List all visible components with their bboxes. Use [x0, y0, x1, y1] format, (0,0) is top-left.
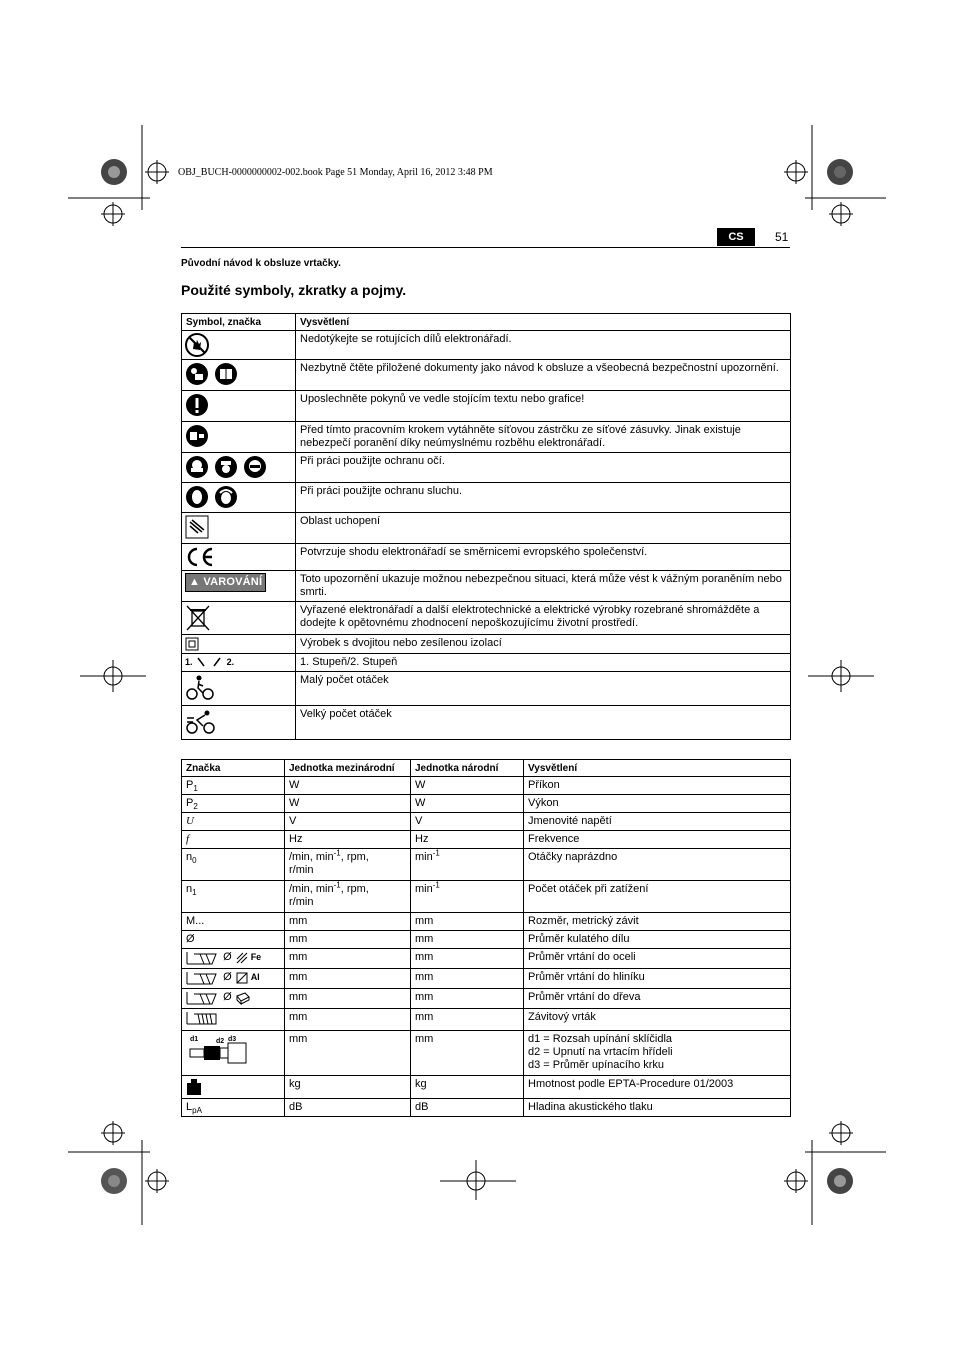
column-header: Značka	[182, 760, 285, 777]
chuck-dimensions-icon: d1 d2 d3	[186, 1033, 250, 1067]
grip-area-icon	[185, 515, 209, 539]
drill-bit-icon	[186, 991, 218, 1005]
row-explanation: Nezbytně čtěte přiložené dokumenty jako návod k obsluze a všeobecná bezpečnostní upozornění.	[296, 360, 791, 391]
unit-international: mm	[285, 1031, 411, 1076]
row-explanation: Velký počet otáček	[296, 706, 791, 740]
unit-explanation: d1 = Rozsah upínání sklíčidla d2 = Upnutí na vrtacím hřídeli d3 = Průměr upínacího krku	[524, 1031, 791, 1076]
safety-glasses-icon	[243, 455, 267, 479]
row-explanation: Výrobek s dvojitou nebo zesílenou izolací	[296, 635, 791, 654]
table-row	[182, 483, 791, 513]
row-explanation: Při práci použijte ochranu očí.	[296, 453, 791, 483]
page-number: 51	[775, 230, 789, 244]
table-row	[182, 1076, 791, 1099]
unit-explanation: Výkon	[524, 795, 791, 813]
gear-stage-icon	[196, 656, 222, 668]
drill-bit-icon	[186, 971, 218, 985]
table-header-row	[182, 314, 791, 331]
unit-international: Hz	[285, 831, 411, 849]
table-row: $n_1$ /min, $\min^{-1}$, rpm, r/min $\min^{-1}$ Počet otáček při zatížení	[182, 881, 791, 913]
table-row	[182, 913, 791, 931]
print-header: OBJ_BUCH-0000000002-002.book Page 51 Monday, April 16, 2012 3:48 PM	[178, 167, 493, 178]
unit-international: /min, $\min^{-1}$, rpm, r/min	[285, 881, 411, 913]
unit-international: dB	[285, 1099, 411, 1117]
row-explanation: Při práci použijte ochranu sluchu.	[296, 483, 791, 513]
unit-national: $\min^{-1}$	[411, 849, 524, 881]
table-row	[182, 360, 791, 391]
table-row	[182, 672, 791, 706]
column-header: Vysvětlení	[524, 760, 791, 777]
manual-subtitle: Původní návod k obsluze vrtačky.	[181, 258, 341, 269]
row-explanation: Oblast uchopení	[296, 513, 791, 544]
double-insulation-icon	[185, 637, 199, 651]
table-row	[182, 571, 791, 602]
warning-badge	[185, 573, 266, 592]
unit-national: mm	[411, 1009, 524, 1031]
unit-national: mm	[411, 989, 524, 1009]
table-row	[182, 391, 791, 422]
unit-symbol: Ø	[182, 931, 285, 949]
units-table	[181, 759, 791, 1117]
bicycle-fast-icon	[185, 708, 217, 736]
unit-national: Hz	[411, 831, 524, 849]
table-row	[182, 331, 791, 360]
unit-explanation: Počet otáček při zatížení	[524, 881, 791, 913]
unit-symbol: L	[186, 1101, 193, 1113]
unit-symbol: f	[186, 833, 190, 845]
column-header: Symbol, značka	[182, 314, 296, 331]
unit-explanation: Rozměr, metrický závit	[524, 913, 791, 931]
unit-explanation: Závitový vrták	[524, 1009, 791, 1031]
table-row: Ø Fe mm mm Průměr vrtání do oceli	[182, 949, 791, 969]
ear-muffs-icon	[214, 485, 238, 509]
table-row	[182, 635, 791, 654]
warning-badge-label: VAROVÁNÍ	[203, 576, 263, 588]
unit-international: W	[285, 795, 411, 813]
table-row: Ø Al mm mm Průměr vrtání do hliníku	[182, 969, 791, 989]
column-header: Vysvětlení	[296, 314, 791, 331]
unit-symbol: U	[186, 815, 194, 827]
symbols-table	[181, 313, 791, 740]
read-manual-icon	[185, 362, 209, 386]
row-explanation: Vyřazené elektronářadí a další elektrotechnické a elektrické výrobky rozebrané shromážděte a dodejte k opětovnému zhodnocení nepoškozujícímu životní prostředí.	[296, 602, 791, 635]
unit-symbol: n	[186, 883, 193, 895]
row-explanation: Před tímto pracovním krokem vytáhněte síťovou zástrčku ze síťové zásuvky. Jinak existuje nebezpečí poranění díky neúmyslnému rozběhu elektronářadí.	[296, 422, 791, 453]
stage-two-label: 2.	[226, 657, 235, 667]
unit-national: mm	[411, 913, 524, 931]
unit-explanation: Hmotnost podle EPTA-Procedure 01/2003	[524, 1076, 791, 1099]
unit-international: /min, $\min^{-1}$, rpm, r/min	[285, 849, 411, 881]
unit-symbol: n	[186, 851, 193, 863]
table-row: Ø mm mm Průměr vrtání do dřeva	[182, 989, 791, 1009]
drill-bit-icon	[186, 951, 218, 965]
table-row: $P_2$ W W Výkon	[182, 795, 791, 813]
unplug-icon	[185, 424, 209, 448]
steel-icon	[235, 951, 249, 965]
row-explanation: Malý počet otáček	[296, 672, 791, 706]
unit-international: V	[285, 813, 411, 831]
face-shield-icon	[214, 455, 238, 479]
table-row	[182, 602, 791, 635]
unit-national: kg	[411, 1076, 524, 1099]
table-row	[182, 1009, 791, 1031]
header-rule	[181, 247, 790, 248]
unit-national: $\min^{-1}$	[411, 881, 524, 913]
unit-national: V	[411, 813, 524, 831]
goggles-icon	[185, 455, 209, 479]
table-row	[182, 931, 791, 949]
row-explanation: Potvrzuje shodu elektronářadí se směrnicemi evropského společenství.	[296, 544, 791, 571]
unit-national: mm	[411, 931, 524, 949]
unit-explanation: Průměr vrtání do oceli	[524, 949, 791, 969]
unit-explanation: Otáčky naprázdno	[524, 849, 791, 881]
unit-international: mm	[285, 989, 411, 1009]
table-row	[182, 544, 791, 571]
weee-bin-icon	[185, 604, 211, 632]
row-explanation: Nedotýkejte se rotujících dílů elektronářadí.	[296, 331, 791, 360]
ce-mark-icon	[185, 546, 215, 568]
aluminium-icon	[235, 971, 249, 985]
unit-national: dB	[411, 1099, 524, 1117]
bicycle-slow-icon	[185, 674, 215, 702]
unit-national: W	[411, 777, 524, 795]
unit-symbol: M...	[182, 913, 285, 931]
wood-icon	[235, 991, 251, 1005]
unit-international: kg	[285, 1076, 411, 1099]
column-header: Jednotka národní	[411, 760, 524, 777]
unit-symbol: P	[186, 779, 194, 791]
unit-international: mm	[285, 931, 411, 949]
unit-national: W	[411, 795, 524, 813]
row-explanation: Toto upozornění ukazuje možnou nebezpečnou situaci, která může vést k vážným poraněním nebo smrti.	[296, 571, 791, 602]
warning-triangle-icon: ▲	[189, 576, 201, 588]
unit-international: mm	[285, 949, 411, 969]
unit-international: mm	[285, 913, 411, 931]
unit-international: mm	[285, 1009, 411, 1031]
unit-symbol: P	[186, 797, 194, 809]
table-row	[182, 422, 791, 453]
unit-national: mm	[411, 949, 524, 969]
unit-explanation: Průměr vrtání do dřeva	[524, 989, 791, 1009]
table-row	[182, 654, 791, 672]
table-row	[182, 706, 791, 740]
unit-explanation: Jmenovité napětí	[524, 813, 791, 831]
no-touch-icon	[185, 333, 209, 357]
exclamation-icon	[185, 393, 209, 417]
unit-explanation: Průměr vrtání do hliníku	[524, 969, 791, 989]
table-row	[182, 1031, 791, 1076]
table-header-row	[182, 760, 791, 777]
table-row	[182, 813, 791, 831]
row-explanation: Uposlechněte pokynů ve vedle stojícím textu nebo grafice!	[296, 391, 791, 422]
table-row: $n_0$ /min, $\min^{-1}$, rpm, r/min $\min^{-1}$ Otáčky naprázdno	[182, 849, 791, 881]
table-row	[182, 453, 791, 483]
row-explanation: 1. Stupeň/2. Stupeň	[296, 654, 791, 672]
column-header: Jednotka mezinárodní	[285, 760, 411, 777]
table-row: $L_{pA}$ dB dB Hladina akustického tlaku	[182, 1099, 791, 1117]
table-row	[182, 513, 791, 544]
stage-one-label: 1.	[185, 657, 193, 667]
section-heading: Použité symboly, zkratky a pojmy.	[181, 282, 407, 298]
unit-explanation: Frekvence	[524, 831, 791, 849]
tap-icon	[186, 1011, 218, 1025]
unit-national: mm	[411, 969, 524, 989]
unit-explanation: Průměr kulatého dílu	[524, 931, 791, 949]
unit-explanation: Příkon	[524, 777, 791, 795]
manual-book-icon	[214, 362, 238, 386]
weight-icon	[186, 1078, 202, 1096]
table-row: $P_1$ W W Příkon	[182, 777, 791, 795]
unit-explanation: Hladina akustického tlaku	[524, 1099, 791, 1117]
unit-national: mm	[411, 1031, 524, 1076]
unit-international: W	[285, 777, 411, 795]
language-badge: CS	[717, 228, 755, 246]
ear-protection-icon	[185, 485, 209, 509]
unit-international: mm	[285, 969, 411, 989]
table-row	[182, 831, 791, 849]
